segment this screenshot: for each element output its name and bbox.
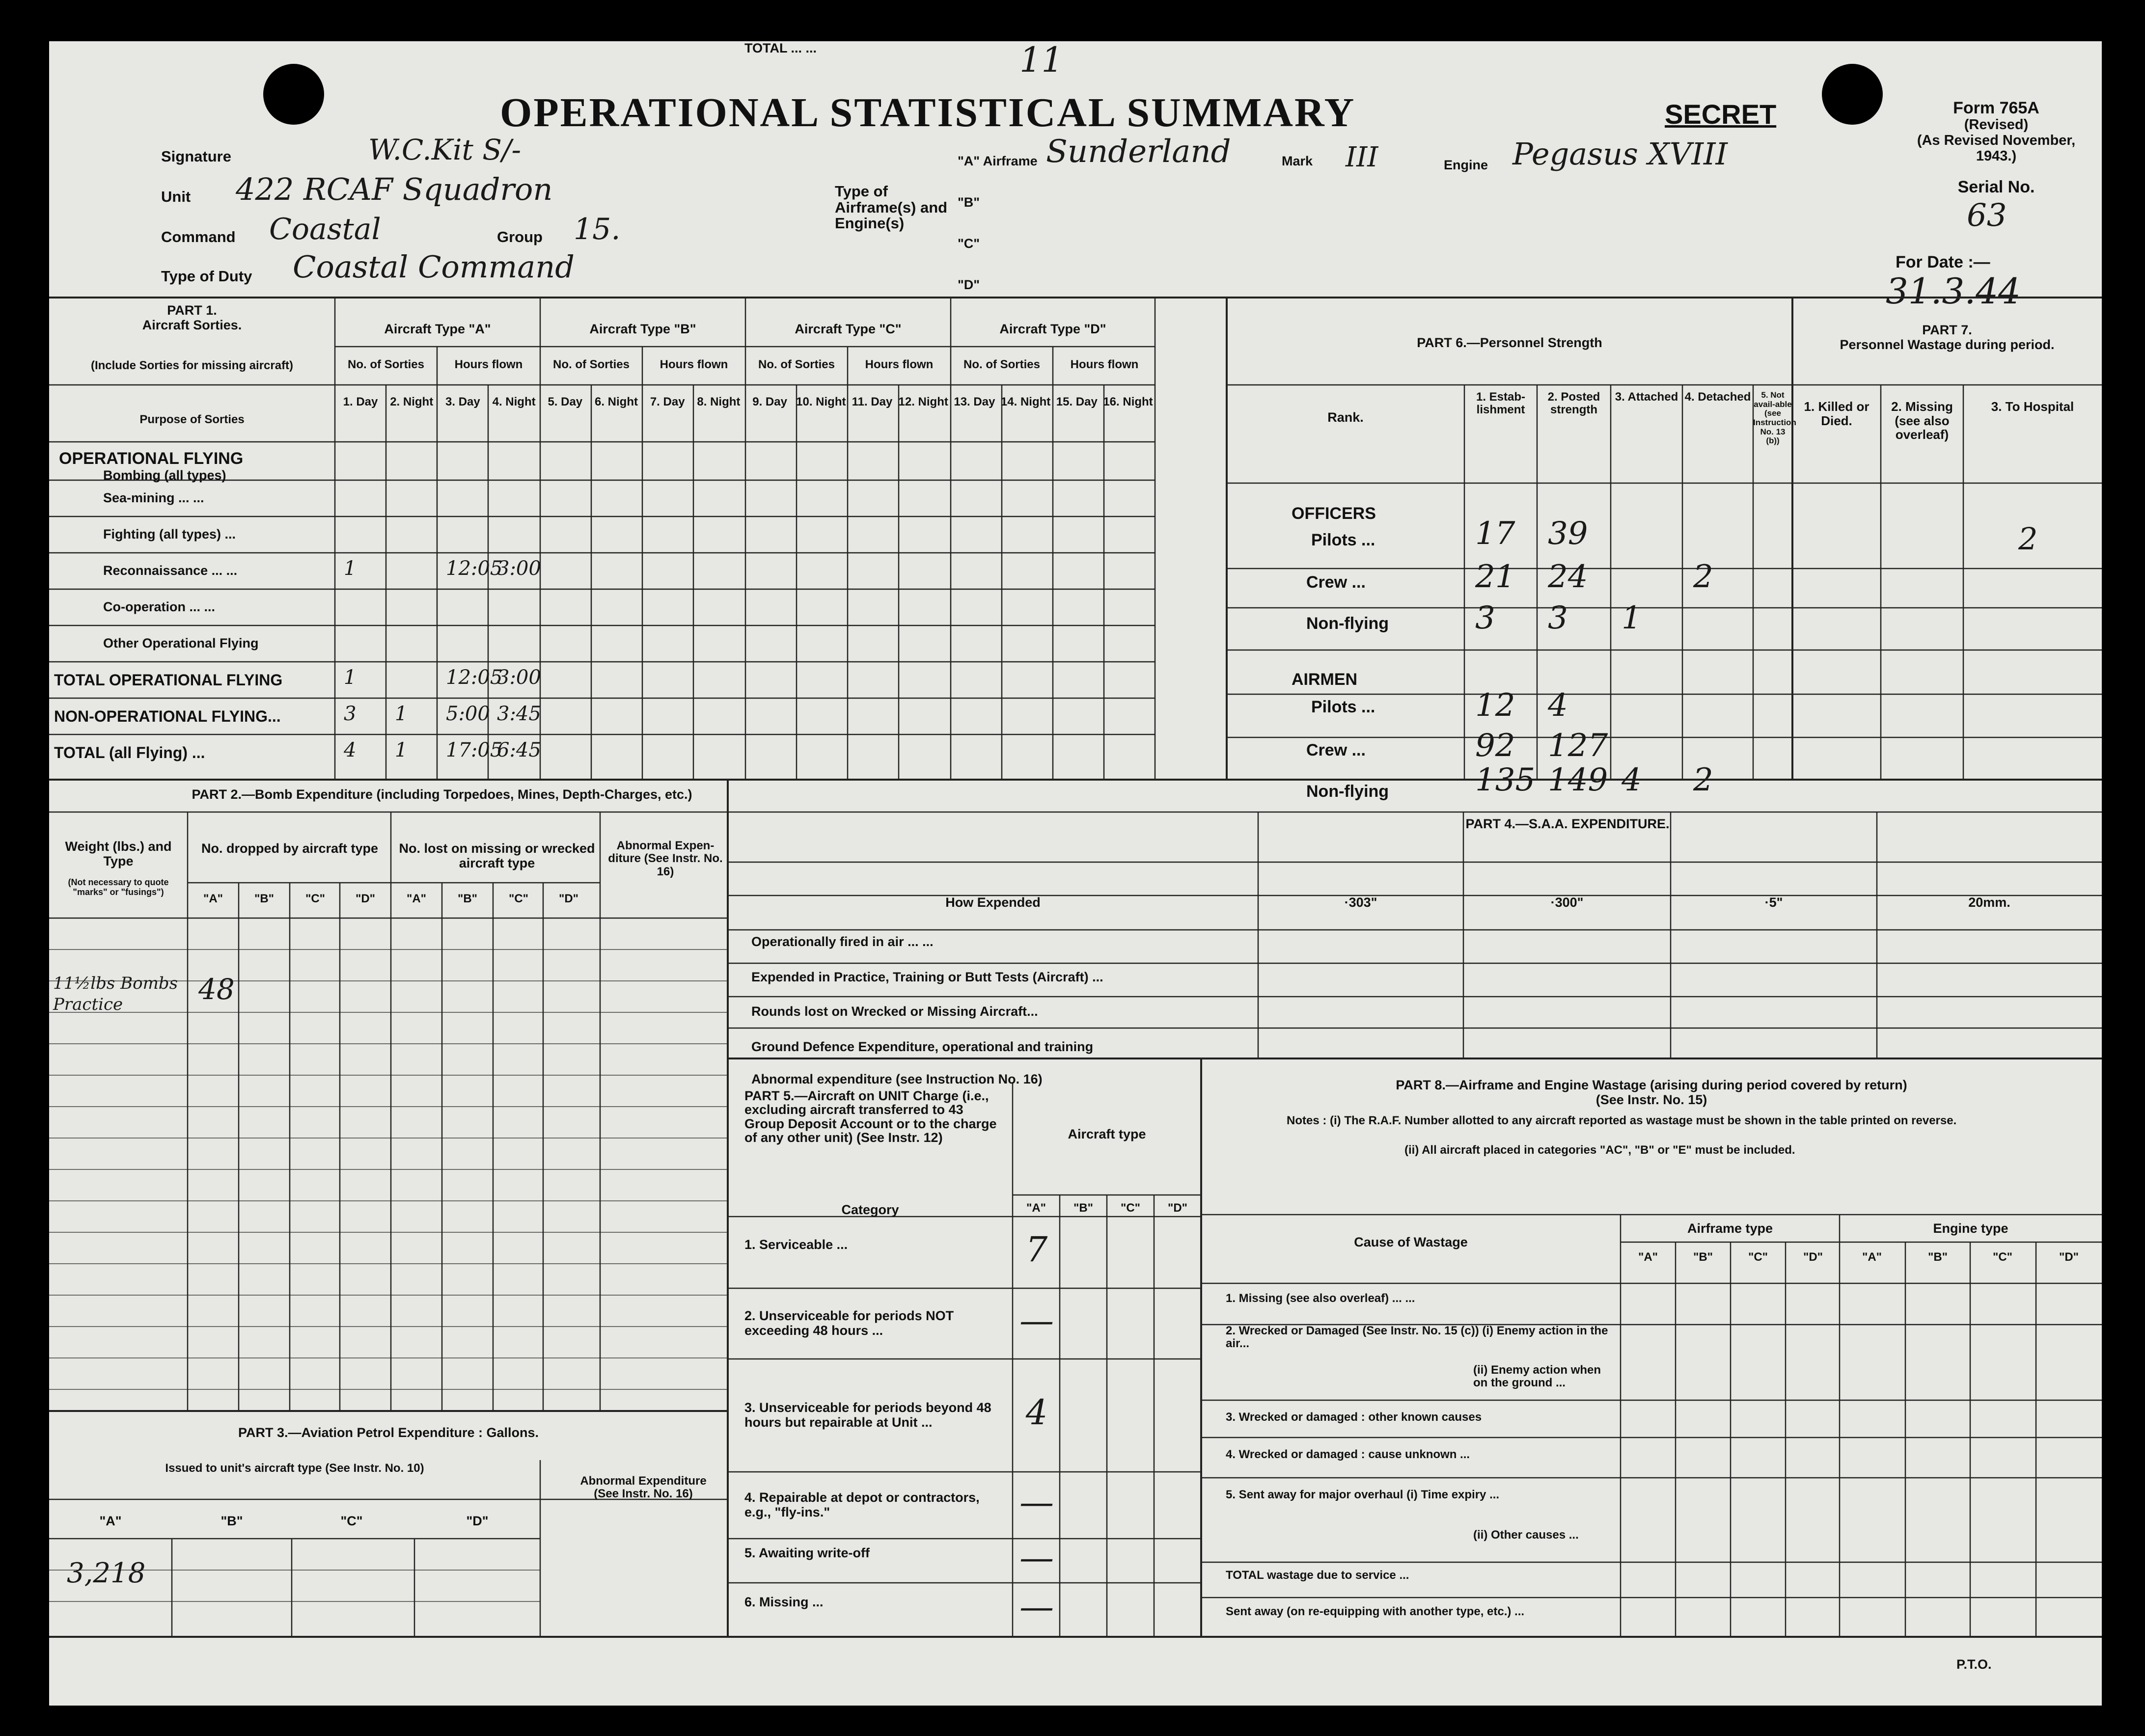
part7-title <box>1792 323 2102 352</box>
aircraft-type-a: Aircraft Type "A" <box>384 322 491 336</box>
column-number: 9. Day <box>752 395 787 408</box>
wastage-type-letter: "A" <box>1862 1250 1882 1264</box>
part7-to-hospital-value: 2 <box>2018 521 2038 557</box>
hours-header: Hours flown <box>660 358 728 371</box>
rank-label: Rank. <box>1327 410 1364 425</box>
category-row-label: 2. Unserviceable for periods NOT exceeding 48 hours ... <box>744 1308 954 1338</box>
sortie-row-label: Bombing (all types) <box>103 468 226 483</box>
engine-label: Engine <box>1444 158 1488 172</box>
saa-column: ·300" <box>1550 895 1584 910</box>
duty-value: Coastal Command <box>293 249 575 285</box>
category-value-a: — <box>1019 1482 1054 1522</box>
part4-title: PART 4.—S.A.A. EXPENDITURE. <box>1465 816 1670 831</box>
command-label: Command <box>161 228 236 245</box>
column-number: 2. Night <box>390 395 434 408</box>
wastage-column: 1. Killed or Died. <box>1804 399 1870 428</box>
part8-note1: Notes : (i) The R.A.F. Number allotted to any aircraft reported as wastage must be shown in the table printed on reverse. <box>1287 1114 1957 1127</box>
sortie-row-label: TOTAL OPERATIONAL FLYING <box>54 671 283 689</box>
petrol-type-letter: "C" <box>340 1514 363 1528</box>
column-number: 11. Day <box>852 395 893 408</box>
category-row-label: 5. Awaiting write-off <box>744 1546 870 1560</box>
part3-title: PART 3.—Aviation Petrol Expenditure : Gallons. <box>238 1425 539 1440</box>
saa-row-label: Ground Defence Expenditure, operational and training <box>751 1039 1094 1054</box>
bomb-type-letter: "B" <box>254 892 275 905</box>
wastage-cause-label: 3. Wrecked or damaged : other known causes <box>1226 1410 1482 1424</box>
personnel-value: 39 <box>1548 515 1588 552</box>
engine-value: Pegasus XVIII <box>1512 136 1728 172</box>
secret-label: SECRET <box>1665 99 1777 130</box>
wastage-type-letter: "D" <box>1803 1250 1823 1264</box>
part1-title <box>49 303 335 332</box>
type-c-label: "C" <box>958 236 980 251</box>
part1-subtitle: Aircraft Sorties. <box>142 317 242 332</box>
wastage-cause-label: (ii) Other causes ... <box>1473 1528 1579 1542</box>
part5-title: PART 5.—Aircraft on UNIT Charge (i.e., excluding aircraft transferred to 43 Group Deposit Account or to the charge of any other unit) (See Instr. 12) <box>744 1088 997 1145</box>
personnel-value: 24 <box>1548 559 1588 595</box>
column-number: 10. Night <box>796 395 846 408</box>
column-number: 5. Day <box>548 395 583 408</box>
personnel-value: 1 <box>1622 600 1642 636</box>
wastage-type-letter: "C" <box>1748 1250 1768 1264</box>
saa-row-label: Expended in Practice, Training or Butt Tests (Aircraft) ... <box>751 970 1103 984</box>
personnel-value: 149 <box>1548 762 1608 798</box>
personnel-value: 3 <box>1475 600 1495 636</box>
part5-aircraft-type: Aircraft type <box>1068 1127 1146 1141</box>
form-rev1: (Revised) <box>1964 117 2029 133</box>
sortie-row-label: TOTAL (all Flying) ... <box>54 744 205 761</box>
column-number: 12. Night <box>898 395 948 408</box>
sortie-row-label: Reconnaissance ... ... <box>103 563 238 578</box>
airmen-label: AIRMEN <box>1292 670 1358 689</box>
pto-label: P.T.O. <box>1956 1657 1992 1672</box>
bomb-type-letter: "B" <box>457 892 478 905</box>
petrol-type-letter: "A" <box>99 1514 122 1528</box>
part2-entry-a: 48 <box>198 973 235 1006</box>
type-d-label: "D" <box>958 277 980 292</box>
part8-cause-label: Cause of Wastage <box>1354 1235 1468 1249</box>
column-number: 13. Day <box>954 395 995 408</box>
category-value-a: — <box>1019 1538 1054 1578</box>
group-value: 15. <box>574 212 621 246</box>
column-number: 4. Night <box>492 395 536 408</box>
personnel-row-label: Non-flying <box>1306 782 1389 801</box>
date-value: 31.3.44 <box>1886 271 2021 312</box>
bomb-type-letter: "C" <box>508 892 529 905</box>
personnel-value: 127 <box>1548 728 1608 764</box>
part2-abnormal-label: Abnormal Expen-diture (See Instr. No. 16) <box>608 839 723 878</box>
personnel-row-label: Non-flying <box>1306 614 1389 633</box>
sortie-value: 1 <box>395 739 408 761</box>
wastage-type-letter: "A" <box>1638 1250 1658 1264</box>
category-letter: "C" <box>1120 1201 1141 1215</box>
form-grid <box>49 41 2102 1706</box>
wastage-cause-label: Sent away (on re-equipping with another type, etc.) ... <box>1226 1605 1525 1618</box>
personnel-column: 4. Detached <box>1684 390 1751 404</box>
duty-label: Type of Duty <box>161 268 252 285</box>
saa-column: ·5" <box>1764 895 1783 910</box>
mark-label: Mark <box>1282 154 1313 168</box>
personnel-column: 3. Attached <box>1615 390 1678 404</box>
sortie-value: 1 <box>344 557 357 580</box>
category-row-label: 3. Unserviceable for periods beyond 48 hours but repairable at Unit ... <box>744 1400 991 1430</box>
part4-how-label: How Expended <box>945 895 1041 910</box>
wastage-cause-label: 4. Wrecked or damaged : cause unknown ... <box>1226 1448 1470 1461</box>
category-row-label: 1. Serviceable ... <box>744 1237 848 1252</box>
category-letter: "D" <box>1167 1201 1188 1215</box>
wastage-cause-label: 1. Missing (see also overleaf) ... ... <box>1226 1292 1415 1305</box>
category-letter: "A" <box>1026 1201 1046 1215</box>
saa-row-label: Operationally fired in air ... ... <box>751 934 934 949</box>
saa-column: ·303" <box>1344 895 1377 910</box>
wastage-cause-label: TOTAL wastage due to service ... <box>1226 1569 1409 1582</box>
column-number: 3. Day <box>445 395 480 408</box>
hours-header: Hours flown <box>865 358 934 371</box>
hours-header: Hours flown <box>1070 358 1139 371</box>
sortie-value: 3:45 <box>497 703 541 725</box>
signature-value: W.C.Kit S/- <box>368 133 522 166</box>
category-row-label: 4. Repairable at depot or contractors, e.g., "fly-ins." <box>744 1490 980 1519</box>
column-number: 14. Night <box>1000 395 1051 408</box>
bomb-type-letter: "A" <box>203 892 223 905</box>
sortie-row-label: Other Operational Flying <box>103 636 259 651</box>
personnel-column: 5. Not avail-able (see Instruction No. 13 (b)) <box>1753 390 1796 446</box>
type-b-label: "B" <box>958 195 980 210</box>
sortie-row-label: Fighting (all types) ... <box>103 527 236 542</box>
personnel-value: 21 <box>1475 559 1515 595</box>
mark-value: III <box>1346 141 1378 173</box>
part8-engine-type: Engine type <box>1933 1221 2008 1236</box>
column-number: 1. Day <box>343 395 378 408</box>
sortie-value: 17:05 <box>446 739 503 761</box>
sortie-value: 12:05 <box>446 557 503 580</box>
bomb-type-letter: "D" <box>355 892 376 905</box>
part3-abnormal-label: Abnormal Expenditure (See Instr. No. 16) <box>580 1474 707 1501</box>
column-number: 6. Night <box>595 395 638 408</box>
part8-title-text: PART 8.—Airframe and Engine Wastage (arising during period covered by return) <box>1396 1078 1907 1092</box>
part3-issued-label: Issued to unit's aircraft type (See Instr. No. 10) <box>165 1462 424 1475</box>
sortie-value: 6:45 <box>497 739 541 761</box>
column-number: 7. Day <box>650 395 685 408</box>
sorties-header: No. of Sorties <box>758 358 835 371</box>
wastage-cause-label: 5. Sent away for major overhaul (i) Time expiry ... <box>1226 1488 1500 1501</box>
category-value-a: — <box>1019 1301 1054 1341</box>
wastage-cause-label: (ii) Enemy action when on the ground ... <box>1473 1363 1601 1390</box>
part2-weight-note: (Not necessary to quote "marks" or "fusings") <box>68 877 169 897</box>
part8-instr: (See Instr. No. 15) <box>1595 1092 1707 1107</box>
category-letter: "B" <box>1073 1201 1094 1215</box>
aircraft-type-d: Aircraft Type "D" <box>999 322 1106 336</box>
personnel-value: 3 <box>1548 600 1568 636</box>
petrol-type-letter: "D" <box>466 1514 489 1528</box>
part2-lost-label: No. lost on missing or wrecked aircraft type <box>399 841 595 870</box>
personnel-value: 4 <box>1548 687 1568 724</box>
wastage-cause-label: 2. Wrecked or Damaged (See Instr. No. 15 (c)) (i) Enemy action in the air... <box>1226 1324 1608 1351</box>
purpose-label: Purpose of Sorties <box>139 413 245 426</box>
group-label: Group <box>497 228 543 245</box>
category-row-label: TOTAL ... ... <box>744 41 817 55</box>
sortie-row-label: Co-operation ... ... <box>103 599 215 614</box>
part3-value-a: 3,218 <box>67 1557 146 1589</box>
officers-label: OFFICERS <box>1292 504 1376 523</box>
category-value-a: 4 <box>1025 1392 1048 1433</box>
sortie-value: 1 <box>344 666 357 689</box>
category-row-label: 6. Missing ... <box>744 1595 824 1609</box>
sortie-value: 3:00 <box>497 557 541 580</box>
category-value-a: 11 <box>1019 40 1064 80</box>
wastage-type-letter: "D" <box>2059 1250 2079 1264</box>
form-sheet <box>49 41 2102 1706</box>
sorties-header: No. of Sorties <box>347 358 424 371</box>
personnel-value: 92 <box>1475 728 1515 764</box>
part6-title: PART 6.—Personnel Strength <box>1417 335 1602 350</box>
operational-flying-heading: OPERATIONAL FLYING <box>59 449 244 468</box>
part2-dropped-label: No. dropped by aircraft type <box>201 841 379 856</box>
wastage-type-letter: "B" <box>1693 1250 1713 1264</box>
category-value-a: — <box>1019 1587 1054 1627</box>
unit-label: Unit <box>161 188 191 205</box>
part2-entry-type: 11½lbs Bombs Practice <box>53 974 178 1014</box>
date-label: For Date :— <box>1896 253 1990 271</box>
personnel-row-label: Crew ... <box>1306 741 1366 760</box>
sortie-value: 3 <box>344 703 357 725</box>
part5-category: Category <box>841 1202 899 1217</box>
column-number: 16. Night <box>1103 395 1153 408</box>
personnel-value: 2 <box>1693 559 1713 595</box>
saa-column: 20mm. <box>1968 895 2010 910</box>
wastage-type-letter: "B" <box>1927 1250 1948 1264</box>
part1-title-text: PART 1. <box>167 303 217 318</box>
signature-label: Signature <box>161 148 231 165</box>
type-a-label: "A" Airframe <box>958 154 1038 168</box>
personnel-row-label: Crew ... <box>1306 573 1366 592</box>
aircraft-type-b: Aircraft Type "B" <box>589 322 696 336</box>
column-number: 8. Night <box>697 395 741 408</box>
sortie-value: 4 <box>344 739 357 761</box>
column-number: 15. Day <box>1056 395 1098 408</box>
bomb-type-letter: "C" <box>305 892 326 905</box>
saa-row-label: Rounds lost on Wrecked or Missing Aircraft... <box>751 1004 1038 1019</box>
part1-note: (Include Sorties for missing aircraft) <box>90 359 294 372</box>
part8-title <box>1201 1078 2102 1107</box>
part2-title: PART 2.—Bomb Expenditure (including Torpedoes, Mines, Depth-Charges, etc.) <box>192 787 692 802</box>
personnel-value: 4 <box>1622 762 1642 798</box>
sortie-value: 1 <box>395 703 408 725</box>
form-no: Form 765A <box>1953 99 2039 117</box>
airframe-a-value: Sunderland <box>1046 134 1231 170</box>
personnel-row-label: Pilots ... <box>1311 698 1375 716</box>
part7-subtitle: Personnel Wastage during period. <box>1840 337 2055 352</box>
personnel-row-label: Pilots ... <box>1311 531 1375 549</box>
part7-title-text: PART 7. <box>1922 323 1972 337</box>
personnel-value: 12 <box>1475 687 1515 724</box>
personnel-value: 17 <box>1475 515 1515 552</box>
personnel-value: 135 <box>1475 762 1536 798</box>
personnel-column: 1. Estab-lishment <box>1476 390 1526 417</box>
unit-value: 422 RCAF Squadron <box>236 171 553 207</box>
bomb-type-letter: "D" <box>558 892 579 905</box>
bomb-type-letter: "A" <box>406 892 427 905</box>
sortie-value: 3:00 <box>497 666 541 689</box>
sorties-header: No. of Sorties <box>963 358 1040 371</box>
form-rev2: (As Revised November, <box>1917 133 2076 149</box>
sortie-value: 12:05 <box>446 666 503 689</box>
airframe-label: Type of Airframe(s) and Engine(s) <box>835 183 948 232</box>
saa-row-label: Abnormal expenditure (see Instruction No. 16) <box>751 1072 1043 1086</box>
wastage-type-letter: "C" <box>1992 1250 2013 1264</box>
form-title: OPERATIONAL STATISTICAL SUMMARY <box>500 90 1356 136</box>
personnel-value: 2 <box>1693 762 1713 798</box>
serial-label: Serial No. <box>1957 178 2035 197</box>
sortie-row-label: Sea-mining ... ... <box>103 490 204 505</box>
sorties-header: No. of Sorties <box>552 358 630 371</box>
aircraft-type-c: Aircraft Type "C" <box>795 322 902 336</box>
petrol-type-letter: "B" <box>220 1514 243 1528</box>
form-rev3: 1943.) <box>1976 148 2017 164</box>
part2-weight-label: Weight (lbs.) and Type <box>65 839 172 868</box>
command-value: Coastal <box>269 212 381 246</box>
serial-value: 63 <box>1967 197 2007 234</box>
part8-note2: (ii) All aircraft placed in categories "AC", "B" or "E" must be included. <box>1404 1143 1795 1157</box>
wastage-column: 2. Missing (see also overleaf) <box>1891 399 1953 442</box>
personnel-column: 2. Posted strength <box>1547 390 1600 417</box>
sortie-value: 5:00 <box>446 703 490 725</box>
part8-airframe-type: Airframe type <box>1687 1221 1773 1236</box>
sortie-row-label: NON-OPERATIONAL FLYING... <box>54 707 281 725</box>
category-value-a: 7 <box>1025 1229 1048 1270</box>
hours-header: Hours flown <box>454 358 523 371</box>
wastage-column: 3. To Hospital <box>1991 399 2074 414</box>
